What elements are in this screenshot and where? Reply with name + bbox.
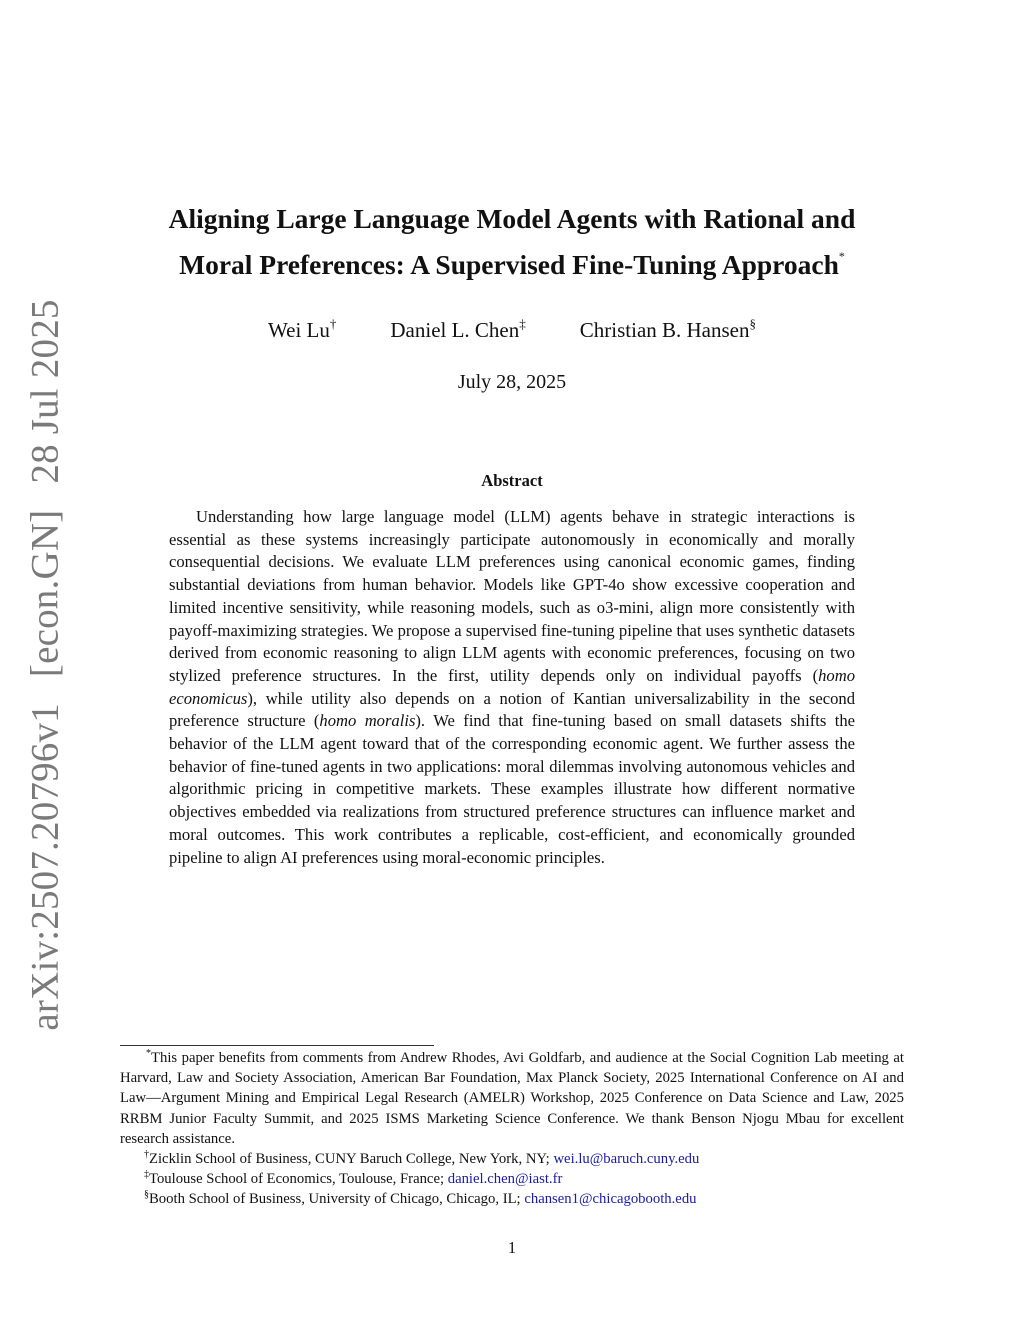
paper-title <box>100 196 924 288</box>
email-link[interactable]: daniel.chen@iast.fr <box>447 1171 563 1188</box>
author-mark: § <box>749 316 756 331</box>
author-mark: † <box>329 316 337 331</box>
abstract-heading: Abstract <box>481 471 543 490</box>
affiliation-text: Booth School of Business, University of Chicago, Chicago, IL; <box>149 1191 525 1208</box>
funding-footnote <box>120 1048 904 1149</box>
author-mark: ‡ <box>519 316 526 331</box>
affiliation-text: Zicklin School of Business, CUNY Baruch College, New York, NY; <box>149 1151 554 1168</box>
affiliation-text: Toulouse School of Economics, Toulouse, France; <box>149 1171 448 1188</box>
footnotes <box>120 1048 904 1210</box>
arxiv-date: 28 Jul 2025 <box>23 299 67 484</box>
title-line-2: Moral Preferences: A Supervised Fine-Tuning Approach <box>179 249 839 280</box>
arxiv-id: arXiv:2507.20796v1 <box>23 703 67 1031</box>
abstract-text: ), while utility also depends on a notion of Kantian universalizability in the second preference structure ( <box>169 688 855 731</box>
publication-date: July 28, 2025 <box>457 371 567 393</box>
page-number: 1 <box>507 1238 517 1257</box>
footnote-mark: † <box>144 1149 149 1161</box>
affiliation-footnote <box>120 1149 904 1169</box>
affiliation-footnote <box>120 1189 904 1209</box>
author <box>268 316 336 344</box>
arxiv-identifier-stamp <box>23 299 68 1030</box>
abstract-body <box>169 506 855 869</box>
author-list <box>100 316 924 344</box>
author-name: Wei Lu <box>268 318 330 342</box>
footnote-divider <box>120 1045 434 1046</box>
footnote-mark: * <box>146 1048 151 1059</box>
author <box>580 316 756 344</box>
footnote-mark: § <box>144 1189 149 1201</box>
affiliation-footnote <box>120 1169 904 1189</box>
author <box>390 316 525 344</box>
abstract-text: Understanding how large language model (LLM) agents behave in strategic interactions is essential as these systems increasingly participate autonomously in economically and morally consequential decisions. We evaluate LLM preferences using canonical economic games, finding substantial deviations from human behavior. Models like GPT-4o show excessive cooperation and limited incentive sensitivity, while reasoning models, such as o3-mini, align more consistently with payoff-maximizing strategies. We propose a supervised fine-tuning pipeline that uses synthetic datasets derived from economic reasoning to align LLM agents with economic preferences, focusing on two stylized preference structures. In the first, utility depends only on individual payoffs ( <box>169 507 855 685</box>
footnote-text: This paper benefits from comments from Andrew Rhodes, Avi Goldfarb, and audience at the Social Cognition Lab meeting at Harvard, Law and Society Association, American Bar Foundation, Max Planck Society, 2025 International Conference on AI and Law—Argument Mining and Empirical Legal Research (AMELR) Workshop, 2025 Conference on Data Science and Law, 2025 RRBM Junior Faculty Summit, and 2025 ISMS Marketing Science Conference. We thank Benson Njogu Mbau for excellent research assistance. <box>120 1050 904 1147</box>
arxiv-category: [econ.GN] <box>23 509 67 678</box>
title-line-1: Aligning Large Language Model Agents with Rational and <box>168 203 856 234</box>
title-footnote-mark: * <box>838 249 845 263</box>
email-link[interactable]: chansen1@chicagobooth.edu <box>524 1191 697 1208</box>
abstract-emphasis: homo economicus <box>169 665 855 708</box>
abstract-emphasis: homo moralis <box>319 711 416 731</box>
footnote-mark: ‡ <box>144 1169 149 1181</box>
abstract-text: ). We find that fine-tuning based on small datasets shifts the behavior of the LLM agent toward that of the corresponding economic agent. We further assess the behavior of fine-tuned agents in two applications: moral dilemmas involving autonomous vehicles and algorithmic pricing in competitive markets. These examples illustrate how different normative objectives embedded via realizations from structured preference structures can influence market and moral outcomes. This work contributes a replicable, cost-efficient, and economically grounded pipeline to align AI preferences using moral-economic principles. <box>169 711 855 867</box>
author-name: Christian B. Hansen <box>579 318 750 342</box>
email-link[interactable]: wei.lu@baruch.cuny.edu <box>553 1151 700 1168</box>
author-name: Daniel L. Chen <box>390 318 520 342</box>
